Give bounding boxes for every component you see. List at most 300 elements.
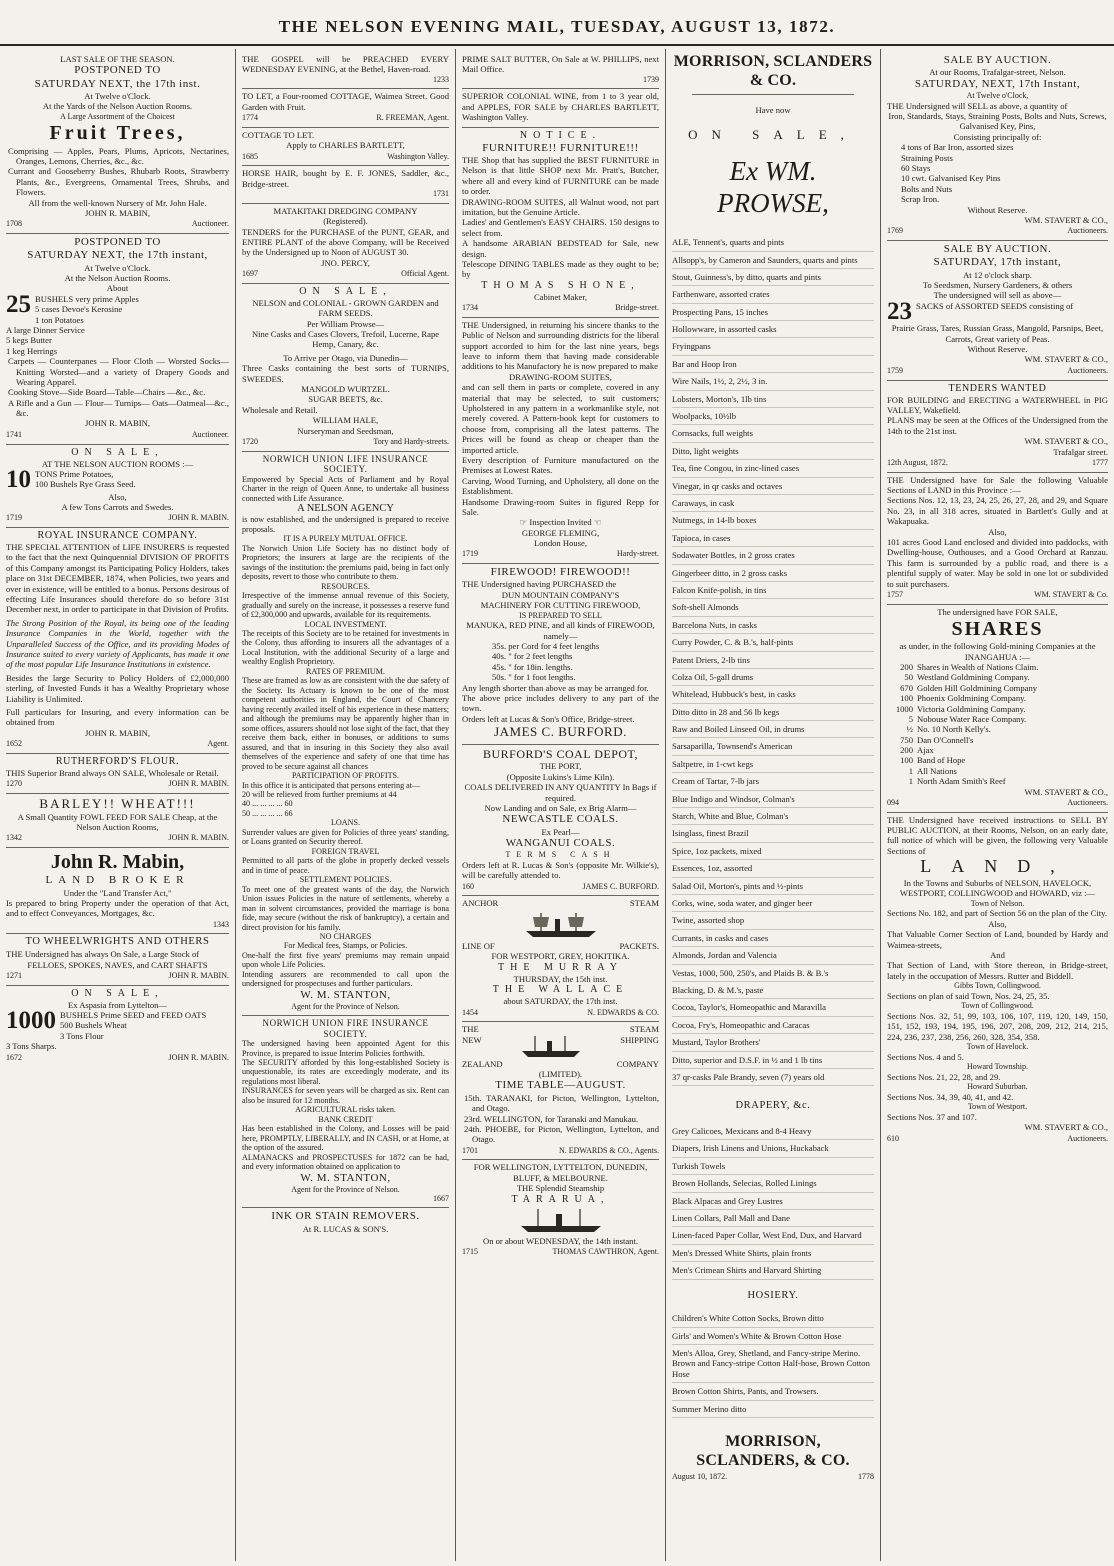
ad-line: At R. LUCAS & SON'S. bbox=[302, 1223, 389, 1234]
ad-line: The undersigned have FOR SALE, bbox=[937, 606, 1058, 617]
ad-text: Intending assurers are recommended to call upon the undersigned for prospectuses and further particulars. bbox=[242, 969, 449, 989]
ad-text: Sections Nos. 4 and 5. bbox=[887, 1051, 964, 1062]
drapery-list bbox=[672, 1123, 874, 1280]
ad-land-auction bbox=[887, 813, 1108, 1148]
town-heading: Town of Havelock. bbox=[966, 1042, 1029, 1052]
advertiser-name: JOHN R. MABIN, bbox=[85, 727, 150, 738]
ad-line: THE Splendid Steamship bbox=[516, 1183, 605, 1194]
ad-text: The SECURITY afforded by this long-established Society is unquestionable, its rates are exceedingly moderate, and its regulations most liberal. bbox=[242, 1058, 449, 1086]
ad-line: 4 tons of Bar Iron, assorted sizes bbox=[901, 142, 1014, 153]
ad-subheading: DUN MOUNTAIN COMPANY'S bbox=[501, 589, 620, 600]
ad-line: TERMS CASH bbox=[505, 850, 616, 860]
ad-text: THIS Superior Brand always ON SALE, Wholesale or Retail. bbox=[6, 767, 219, 778]
goods-item: Prospecting Pans, 15 inches bbox=[672, 304, 874, 321]
ad-subheading: THE WALLACE bbox=[492, 984, 629, 996]
pointing-hand-icon: ☜ bbox=[593, 517, 602, 528]
goods-item: Wire Nails, 1½, 2, 2½, 3 in. bbox=[672, 373, 874, 390]
ad-line: To Arrive per Otago, via Dunedin— bbox=[283, 352, 408, 363]
share-company: Dan O'Connell's bbox=[917, 734, 974, 745]
ad-heading: COTTAGE TO LET. bbox=[242, 129, 315, 140]
ad-cottage-bartlett bbox=[242, 128, 449, 166]
advertiser-name: WM. STAVERT & CO., bbox=[1024, 1122, 1108, 1133]
ad-number: 1719 bbox=[462, 549, 478, 559]
ad-text: The receipts of this Society are to be retained for investments in the Colony, thus affording to insurers all the advantages of a Local Institution, with the additional Security of a large and wealthy English Proprietory. bbox=[242, 629, 449, 667]
ad-seed-oats bbox=[6, 986, 229, 1067]
ad-furniture bbox=[462, 128, 659, 318]
goods-item: Mustard, Taylor Brothers' bbox=[672, 1034, 874, 1051]
advertiser-name: JNO. PERCY, bbox=[321, 257, 370, 268]
steamship-icon bbox=[521, 911, 601, 939]
ad-land-broker bbox=[6, 848, 229, 934]
ad-text: Ladies' and Gentlemen's EASY CHAIRS. 150 designs to select from. bbox=[462, 217, 659, 238]
ad-line: ZEALAND bbox=[462, 1058, 503, 1069]
ad-line: SATURDAY NEXT, the 17th inst. bbox=[34, 77, 201, 90]
ad-text: 15th. TARANAKI, for Picton, Wellington, Lyttelton, and Otago. bbox=[464, 1092, 659, 1114]
ad-line: STEAM bbox=[629, 1024, 659, 1035]
ad-line: LAST SALE OF THE SEASON. bbox=[60, 54, 175, 64]
hosiery-item: Brown Cotton Shirts, Pants, and Trowsers. bbox=[672, 1383, 874, 1400]
ad-text: Three Casks containing the best sorts of TURNIPS, SWEEDES. bbox=[242, 363, 449, 384]
share-company: Shares in Wealth of Nations Claim. bbox=[917, 661, 1039, 672]
drapery-item: Grey Calicoes, Mexicans and 8-4 Heavy bbox=[672, 1123, 874, 1140]
advertiser-name: JOHN R. MABIN. bbox=[168, 513, 229, 523]
ad-line: 20 will be relieved from further premiums at 44 bbox=[242, 789, 397, 799]
ad-line: TONS Prime Potatoes, bbox=[35, 469, 114, 480]
share-company: No. 10 North Kelly's. bbox=[917, 724, 991, 735]
goods-item: Spice, 1oz packets, mixed bbox=[672, 843, 874, 860]
goods-item: Curry Powder, C. & B.'s, half-pints bbox=[672, 634, 874, 651]
drapery-item: Men's Crimean Shirts and Harvard Shirting bbox=[672, 1262, 874, 1279]
ad-line: Trafalgar street. bbox=[1053, 446, 1108, 457]
goods-item: Ditto, superior and D.S.F. in ½ and 1 lb tins bbox=[672, 1052, 874, 1069]
share-company: Band of Hope bbox=[917, 755, 966, 766]
share-count: 5 bbox=[908, 713, 913, 724]
ad-line: At Twelve o'Clock, bbox=[966, 90, 1029, 100]
ad-number: 1697 bbox=[242, 269, 258, 279]
ad-text: Full particulars for Insuring, and every information can be obtained from bbox=[6, 706, 229, 728]
drapery-item: Diapers, Irish Linens and Unions, Huckaback bbox=[672, 1140, 874, 1157]
ad-barley-wheat bbox=[6, 794, 229, 848]
ad-text: Sections Nos. 32, 51, 99, 103, 106, 107, 119, 120, 149, 150, 151, 152, 193, 194, 195, 196, 207, 208, 209, 212, 214, 215, 224, 236, 237, 238, 256, 260, 328, 354, 358. bbox=[887, 1010, 1108, 1042]
ship-name: Ex WM. PROWSE, bbox=[717, 155, 829, 219]
ad-line: 5 kegs Butter bbox=[6, 335, 52, 346]
share-company: Phoenix Goldmining Company. bbox=[917, 693, 1027, 704]
ad-heading: SALE BY AUCTION. bbox=[943, 54, 1052, 66]
ad-text: and can sell them in parts or complete, covered in any material that may be selected, to suit customers; Upholstered in any pattern in a workmanlike style, not merely covered. A Pattern-book kept for customers to choose from, comprising all the latest patterns. The Prices will be found as cheap or cheaper than the imported article. bbox=[462, 382, 659, 455]
ad-anchor-line bbox=[462, 896, 659, 1022]
steamship-icon bbox=[519, 1035, 583, 1059]
goods-item: Lobsters, Morton's, 1lb tins bbox=[672, 391, 874, 408]
ad-line: SATURDAY, 17th instant, bbox=[933, 256, 1062, 269]
hosiery-heading: HOSIERY. bbox=[747, 1289, 799, 1301]
advertiser-name: W. M. STANTON, bbox=[300, 1171, 391, 1184]
goods-item: 37 qr-casks Pale Brandy, seven (7) years old bbox=[672, 1069, 874, 1086]
drapery-item: Linen-faced Paper Collar, West End, Dux, and Harvard bbox=[672, 1227, 874, 1244]
ad-text: FOR BUILDING and ERECTING a WATERWHEEL in PIG VALLEY, Wakefield. bbox=[887, 394, 1108, 415]
column-4 bbox=[665, 49, 880, 1561]
ad-line: Scrap Iron. bbox=[901, 194, 940, 205]
advertiser-name: JOHN R. MABIN. bbox=[168, 779, 229, 789]
column-5 bbox=[880, 49, 1114, 1561]
ad-text: Sections Nos. 12, 13, 23, 24, 25, 26, 27, 28, and 29, and Square No. 23, in all 318 acres, situated in Bartlett's Gully and at Wakapuaka. bbox=[887, 495, 1108, 527]
ad-text: Telescope DINING TABLES made as they ought to be; by bbox=[462, 258, 659, 280]
ad-colonial-wine bbox=[462, 89, 659, 127]
goods-item: Barcelona Nuts, in casks bbox=[672, 617, 874, 634]
drapery-heading: DRAPERY, &c. bbox=[735, 1100, 811, 1112]
ad-number: 1778 bbox=[858, 1471, 874, 1481]
ad-subheading: WANGANUI COALS. bbox=[505, 837, 616, 850]
goods-item: Cornsacks, full weights bbox=[672, 425, 874, 442]
drapery-item: Black Alpacas and Grey Lustres bbox=[672, 1193, 874, 1210]
goods-item: Sodawater Bottles, in 2 gross crates bbox=[672, 547, 874, 564]
ad-text: The Norwich Union Life Society has no distinct body of Proprietors; the insurers at large are the recipients of the savings of the institution: the premiums paid, being in fact only deposits, revert to those who contribute to them. bbox=[242, 543, 449, 582]
share-count: 200 bbox=[900, 661, 913, 672]
ad-text: TO LET, a Four-roomed COTTAGE, Waimea Street. Good Garden with Fruit. bbox=[242, 91, 449, 112]
ad-line: SHIPPING bbox=[620, 1034, 659, 1045]
advertiser-role: Agent for the Province of Nelson. bbox=[291, 1184, 400, 1194]
ad-subheading: TARARUA, bbox=[511, 1193, 610, 1205]
quantity-numeral: 25 bbox=[6, 293, 31, 318]
advertiser-name: GEORGE FLEMING, bbox=[521, 527, 600, 538]
goods-item: Currants, in casks and cases bbox=[672, 930, 874, 947]
advertiser-name: WILLIAM HALE, bbox=[312, 415, 379, 426]
goods-item: Vinegar, in qr casks and octaves bbox=[672, 478, 874, 495]
ad-line: BUSHELS Prime SEED and FEED OATS bbox=[60, 1010, 207, 1021]
advertiser-name: JOHN R. MABIN, bbox=[85, 418, 150, 429]
ad-text: Handsome Drawing-room Suites in figured Repp for Sale. bbox=[462, 496, 659, 517]
ad-line: 500 Bushels Wheat bbox=[60, 1020, 127, 1031]
advertiser-name: Washington Valley. bbox=[387, 151, 449, 161]
ad-number: 1270 bbox=[6, 779, 22, 789]
goods-item: Allsopp's, by Cameron and Saunders, quarts and pints bbox=[672, 252, 874, 269]
ad-heading: FIREWOOD! FIREWOOD!! bbox=[490, 566, 631, 579]
ad-line: (LIMITED). bbox=[538, 1069, 583, 1080]
ad-heading: TO WHEELWRIGHTS AND OTHERS bbox=[25, 936, 210, 948]
hosiery-item: Girls' and Women's White & Brown Cotton Hose bbox=[672, 1328, 874, 1345]
ad-text: THE Shop that has supplied the BEST FURNITURE in Nelson is that little SHOP next Mr. Pratt's, Butcher, where all and every kind of FURNITURE can be made to order. bbox=[462, 155, 659, 197]
ad-text: Any length shorter than above as may be arranged for. bbox=[462, 682, 649, 693]
advertiser-role: Official Agent. bbox=[401, 269, 449, 279]
advertiser-name: JOHN R. MABIN. bbox=[168, 1052, 229, 1062]
ad-line: THURSDAY, the 15th inst. bbox=[513, 973, 608, 984]
ad-gospel bbox=[242, 52, 449, 89]
ad-land-sections bbox=[887, 473, 1108, 605]
ad-text: THE GOSPEL will be PREACHED EVERY WEDNESDAY EVENING, at the Bethel, Haven-road. bbox=[242, 54, 449, 75]
ad-text: THE Undersigned having PURCHASED the bbox=[462, 579, 617, 590]
ad-subheading: A NELSON AGENCY bbox=[297, 503, 394, 515]
advertiser-role: Auctioneers. bbox=[1067, 798, 1108, 808]
ad-line: Also, bbox=[108, 491, 127, 502]
ad-line: POSTPONED TO bbox=[74, 236, 161, 249]
ad-wheelwrights bbox=[6, 934, 229, 985]
shares-row bbox=[887, 755, 1108, 765]
share-count: 50 bbox=[904, 672, 913, 683]
hosiery-item: Summer Merino ditto bbox=[672, 1401, 874, 1418]
advertiser-role: Tory and Hardy-streets. bbox=[373, 437, 449, 446]
share-count: ½ bbox=[906, 724, 913, 735]
ad-salt-butter bbox=[462, 52, 659, 89]
column-2 bbox=[235, 49, 455, 1561]
ad-number: 1342 bbox=[6, 833, 22, 843]
ad-line: as under, in the following Gold-mining Companies at the INANGAHUA :— bbox=[899, 641, 1096, 662]
ad-number: 1731 bbox=[433, 189, 449, 199]
ad-norwich-life bbox=[242, 452, 449, 1016]
ad-line: A large Dinner Service bbox=[6, 324, 85, 335]
shares-row bbox=[887, 776, 1108, 786]
ad-coal-depot bbox=[462, 745, 659, 897]
goods-item: Blacking, D. & M.'s, paste bbox=[672, 982, 874, 999]
goods-item: Gingerbeer ditto, in 2 gross casks bbox=[672, 565, 874, 582]
ad-number: 160 bbox=[462, 881, 474, 891]
ad-subheading: NEWCASTLE COALS. bbox=[502, 813, 619, 826]
goods-item: Stout, Guinness's, by ditto, quarts and pints bbox=[672, 269, 874, 286]
ad-line: Per William Prowse— bbox=[306, 318, 385, 329]
ad-number: 1685 bbox=[242, 151, 258, 161]
ad-line: London House, bbox=[534, 538, 587, 549]
ad-fruit-trees bbox=[6, 52, 229, 234]
ad-text: Cooking Stove—Side Board—Table—Chairs —&c., &c. bbox=[8, 387, 206, 398]
ad-number: 1774 bbox=[242, 113, 258, 123]
ad-text: That Valuable Corner Section of Land, bounded by Hardy and Waimea-streets, bbox=[887, 929, 1108, 950]
goods-item: Woolpacks, 10½lb bbox=[672, 408, 874, 425]
ad-heading: BARLEY!! WHEAT!!! bbox=[39, 795, 196, 811]
goods-item: Starch, White and Blue, Colman's bbox=[672, 808, 874, 825]
ad-number: 1708 bbox=[6, 219, 22, 229]
ad-heading: BURFORD'S COAL DEPOT, bbox=[482, 746, 638, 761]
steamship-icon bbox=[516, 1208, 606, 1234]
advertiser-name: WM. STAVERT & Co. bbox=[1034, 589, 1108, 599]
ad-line: And bbox=[990, 950, 1005, 961]
ad-text: Orders left at R. Lucas & Son's (opposite Mr. Wilkie's), will be carefully attended to. bbox=[462, 860, 659, 881]
ad-line: About bbox=[106, 283, 129, 294]
ad-line: 50 ... ... ... ... 66 bbox=[242, 808, 293, 818]
pointing-hand-icon: ☞ bbox=[519, 517, 528, 528]
advertiser-role: Auctioneers. bbox=[1067, 1133, 1108, 1143]
ad-number: 1233 bbox=[433, 74, 449, 84]
ad-text: THE Undersigned have received instructions to SELL BY PUBLIC AUCTION, at their Rooms, Nelson, on an early date, full notice of which will be given, the following very Valuable Sections of bbox=[887, 814, 1108, 856]
ad-text: THE Undersigned have for Sale the following Valuable Sections of LAND in this Province :— bbox=[887, 474, 1108, 496]
ad-line: SUGAR BEETS, &c. bbox=[308, 394, 383, 405]
shares-row bbox=[887, 704, 1108, 714]
ad-text: Permitted to all parts of the globe in properly decked vessels and in time of peace. bbox=[242, 856, 449, 875]
ad-heading: NORWICH UNION LIFE INSURANCE SOCIETY. bbox=[262, 453, 429, 475]
goods-item: ALE, Tennent's, quarts and pints bbox=[672, 234, 874, 251]
ad-text: 101 acres Good Land enclosed and divided into paddocks, with Dwelling-house, Outhouses, and a Good Orchard at Ranzau. This farm is surrounded by a public road, and there is a plentiful supply of water. May be sold in one lot or subdivided to suit purchasers. bbox=[887, 536, 1108, 589]
ad-text: The Strong Position of the Royal, its being one of the leading Insurance Companies in the World, together with the Unparalleled Success of the Office, and its providing Modes of Insurance suited to every variety of Applicants, has made it one of the most popular Life Insurance Institutions in existence. bbox=[6, 617, 229, 670]
ad-line: 40 ... ... ... ... 60 bbox=[242, 799, 293, 809]
ad-line: MANGOLD WURTZEL. bbox=[301, 384, 390, 395]
advertiser-name: THOMAS CAWTHRON, Agent. bbox=[552, 1247, 659, 1257]
ad-number: 1769 bbox=[887, 226, 903, 236]
advertiser-role: Agent. bbox=[207, 739, 229, 749]
goods-item: Ditto ditto in 28 and 56 lb kegs bbox=[672, 704, 874, 721]
ad-line: Nurseryman and Seedsman, bbox=[297, 425, 394, 436]
ad-text: THE SPECIAL ATTENTION of LIFE INSURERS is requested to the fact that the next Quinquennial DIVISION OF PROFITS of this Company amongst its Participating Policy Holders, takes place on 31st DECEMBER, 1874, when Policies, two years and over in existence, will be entitled to a bonus. Persons desirous of effecting Life Insurances should therefore do so before 31st December next, in order to participate in that Division of Profits. bbox=[6, 542, 229, 615]
goods-item: Cocoa, Taylor's, Homeopathic and Maravilla bbox=[672, 999, 874, 1016]
ad-subheading: RESOURCES. bbox=[321, 581, 370, 591]
ad-subheading: FURNITURE!! FURNITURE!!! bbox=[482, 141, 639, 154]
goods-item: Hollowware, in assorted casks bbox=[672, 321, 874, 338]
share-count: 200 bbox=[900, 745, 913, 756]
ad-text: Besides the large Security to Policy Holders of £2,000,000 sterling, of Invested Funds it has a Wealthy Proprietary whose Liability is Unlimited. bbox=[6, 672, 229, 704]
ad-number: 1734 bbox=[462, 303, 478, 313]
advertiser-role: Hardy-street. bbox=[617, 549, 659, 559]
goods-item: Ditto, light weights bbox=[672, 443, 874, 460]
advertiser-name: WM. STAVERT & CO., bbox=[1024, 354, 1108, 365]
ad-text: All from the well-known Nursery of Mr. John Hale. bbox=[28, 197, 207, 208]
ad-dredging-company bbox=[242, 204, 449, 284]
ad-heading: Fruit Trees, bbox=[49, 122, 186, 145]
goods-item: Colza Oil, 5-gall drums bbox=[672, 669, 874, 686]
ad-number: 1759 bbox=[887, 365, 903, 375]
ad-text: DRAWING-ROOM SUITES, all Walnut wood, not part imitation, but the Genuine Article. bbox=[462, 196, 659, 217]
ad-line: IS PREPARED TO SELL bbox=[519, 610, 602, 620]
ad-text: Sections Nos. 37 and 107. bbox=[887, 1111, 977, 1122]
advertiser-role: Auctioneers. bbox=[1067, 365, 1108, 375]
ad-text: Sections No. 182, and part of Section 56 on the plan of the City. bbox=[887, 908, 1107, 919]
ad-text: Surrender values are given for Policies of three years' standing, or Loans granted on Security thereof. bbox=[242, 827, 449, 847]
ad-subheading: DRAWING-ROOM SUITES, bbox=[509, 371, 612, 382]
shares-row bbox=[887, 745, 1108, 755]
ad-line: STEAM bbox=[629, 898, 659, 909]
ad-text: A Small Quantity FOWL FEED FOR SALE Cheap, at the Nelson Auction Rooms, bbox=[17, 811, 218, 833]
ad-rye-grass bbox=[6, 445, 229, 528]
ad-cottage-waimea bbox=[242, 89, 449, 127]
ad-text: PRIME SALT BUTTER, On Sale at W. PHILLIPS, next Mail Office. bbox=[462, 54, 659, 75]
ad-text: Is prepared to bring Property under the operation of that Act, and to effect Conveyances, Mortgages, &c. bbox=[6, 897, 229, 919]
column-3 bbox=[455, 49, 665, 1561]
shares-row bbox=[887, 662, 1108, 672]
ad-subheading: TIME TABLE—AUGUST. bbox=[495, 1079, 626, 1092]
hosiery-item: Children's White Cotton Socks, Brown ditto bbox=[672, 1310, 874, 1327]
ad-number: 1701 bbox=[462, 1145, 478, 1155]
ad-subheading: IT IS A PURELY MUTUAL OFFICE. bbox=[283, 534, 408, 544]
ad-line: FOR WESTPORT, GREY, HOKITIKA. bbox=[491, 951, 630, 962]
ad-text: ALMANACKS and PROSPECTUSES for 1872 can be had, and every information obtained on application to bbox=[242, 1152, 449, 1172]
shares-list bbox=[887, 662, 1108, 787]
ad-line: SATURDAY NEXT, the 17th instant, bbox=[27, 249, 208, 262]
ad-line: At our Rooms, Trafalgar-street, Nelson. bbox=[929, 67, 1066, 78]
merchant-brand: MORRISON, SCLANDERS & CO. bbox=[673, 53, 873, 90]
ad-royal-insurance bbox=[6, 528, 229, 754]
ad-heading: NOTICE. bbox=[519, 129, 602, 141]
share-count: 100 bbox=[900, 755, 913, 766]
goods-item: Blue Indigo and Windsor, Colman's bbox=[672, 791, 874, 808]
shares-row bbox=[887, 724, 1108, 734]
ad-heading: RUTHERFORD'S FLOUR. bbox=[55, 755, 180, 767]
ad-line: AT THE NELSON AUCTION ROOMS :— bbox=[41, 458, 194, 469]
quantity-numeral: 10 bbox=[6, 469, 31, 492]
ad-line: SACKS of ASSORTED SEEDS consisting of bbox=[916, 300, 1074, 311]
town-heading: Gibbs Town, Collingwood. bbox=[954, 981, 1041, 991]
share-count: 1 bbox=[908, 765, 913, 776]
advertiser-role: Auctioneers. bbox=[1067, 226, 1108, 236]
advertiser-name: JOHN R. MABIN, bbox=[85, 207, 150, 218]
ad-text: Irrespective of the immense annual revenue of this Society, gradually and surely on the increase, it possesses a reserve fund of £2,300,000 and upwards, available for its requirements. bbox=[242, 591, 449, 620]
ad-text: That Section of Land, with Store thereon, in Bridge-street, lately in the occupation of Messrs. Rutter and Biddell. bbox=[887, 960, 1108, 981]
goods-item: Salad Oil, Morton's, pints and ½-pints bbox=[672, 878, 874, 895]
advertiser-name: WM. STAVERT & CO., bbox=[1024, 436, 1108, 447]
ad-text: TENDERS for the PURCHASE of the PUNT, GEAR, and ENTIRE PLANT of the above Company, will be Received by the Undersigned up to Noon of AUGUST 30. bbox=[242, 226, 449, 258]
ad-line: To Seedsmen, Nursery Gardeners, & others bbox=[922, 280, 1073, 290]
share-company: Golden Hill Goldmining Company bbox=[917, 682, 1038, 693]
ad-line: A Large Assortment of the Choicest bbox=[60, 111, 175, 121]
drapery-item: Turkish Towels bbox=[672, 1158, 874, 1175]
ad-number: 1719 bbox=[6, 513, 22, 523]
ad-subheading: PARTICIPATION OF PROFITS. bbox=[291, 771, 400, 781]
ad-text: Carving, Wood Turning, and Upholstery, all done on the Establishment. bbox=[462, 475, 659, 497]
ad-text: Comprising — Apples, Pears, Plums, Apricots, Nectarines, Oranges, Lemons, Cherries, &c., &c. bbox=[8, 145, 229, 167]
ad-line: 5 cases Devoe's Kerosine bbox=[35, 304, 123, 315]
ad-line: 3 Tons Sharps. bbox=[6, 1041, 57, 1052]
ad-line: PACKETS. bbox=[619, 940, 659, 951]
share-count: 100 bbox=[900, 693, 913, 704]
ad-line: Straining Posts bbox=[901, 152, 953, 163]
ad-text: The above price includes delivery to any part of the town. bbox=[462, 693, 659, 714]
goods-item: Caraways, in cask bbox=[672, 495, 874, 512]
share-company: All Nations bbox=[917, 765, 957, 776]
goods-item: Tea, fine Congou, in zinc-lined cases bbox=[672, 460, 874, 477]
ad-line: 1 ton Potatoes bbox=[35, 314, 84, 325]
ad-number: 1720 bbox=[242, 437, 258, 446]
town-heading: Town of Collingwood. bbox=[961, 1001, 1034, 1011]
ad-text: Every description of Furniture manufactured on the Premises at Lowest Rates. bbox=[462, 454, 659, 476]
ad-line: Consisting principally of: bbox=[953, 131, 1042, 142]
advertiser-name: WM. STAVERT & CO., bbox=[1024, 214, 1108, 225]
ad-text: One-half the first five years' premiums may remain unpaid upon whole Life Policies. bbox=[242, 950, 449, 970]
ad-line: 10 cwt. Galvanised Key Pins bbox=[901, 173, 1001, 184]
ad-iron-auction bbox=[887, 52, 1108, 241]
ad-line: At Twelve o'Clock. bbox=[84, 262, 151, 273]
ad-line: Ex Aspasia from Lyttelton— bbox=[67, 999, 168, 1010]
ad-text: 24th. PHOEBE, for Picton, Wellington, Lyttelton, and Otago. bbox=[464, 1123, 659, 1145]
hosiery-item: Men's Alloa, Grey, Shetland, and Fancy-stripe Merino. Brown and Fancy-stripe Cotton Half-hose, Brown Cotton Hose bbox=[672, 1345, 874, 1383]
ad-number: 1652 bbox=[6, 739, 22, 749]
ad-line: AGRICULTURAL risks taken. bbox=[295, 1105, 396, 1115]
ad-line: LAND BROKER bbox=[45, 874, 190, 887]
ad-norwich-fire bbox=[242, 1016, 449, 1208]
ad-text: Nine Casks and Cases Clovers, Trefoil, Lucerne, Rape Hemp, Canary, &c. bbox=[251, 329, 440, 350]
ad-line: Without Reserve. bbox=[967, 204, 1028, 215]
goods-item: Falcon Knife-polish, in tins bbox=[672, 582, 874, 599]
ad-line: At the Yards of the Nelson Auction Rooms. bbox=[42, 101, 193, 112]
ad-number: 1672 bbox=[6, 1052, 22, 1062]
ad-line: Bolts and Nuts bbox=[901, 183, 953, 194]
ad-number: 1777 bbox=[1092, 457, 1108, 467]
ad-line: THE bbox=[462, 1024, 479, 1035]
ad-line: Have now bbox=[755, 104, 791, 115]
ad-number: 1757 bbox=[887, 589, 903, 599]
ad-line: 45s. " for 18in. lengths. bbox=[492, 661, 573, 672]
ad-subheading: FOREIGN TRAVEL bbox=[311, 846, 380, 856]
ad-heading: NORWICH UNION FIRE INSURANCE SOCIETY. bbox=[262, 1018, 429, 1039]
advertiser-name: JAMES C. BURFORD. bbox=[494, 724, 627, 740]
ad-heading: MATAKITAKI DREDGING COMPANY bbox=[273, 205, 418, 216]
ad-text: THE Undersigned, in returning his sincere thanks to the Public of Nelson and surrounding districts for the liberal support accorded to him for the last nine years, begs leave to inform them that having made considerable additions to his Manufactory he is now prepared to make bbox=[462, 319, 659, 372]
shares-row bbox=[887, 714, 1108, 724]
ad-line: LINE OF bbox=[462, 940, 495, 951]
quantity-numeral: 23 bbox=[887, 300, 912, 324]
ad-text: These are framed as low as are consistent with the due safety of the Society. Its Actuary is known to be one of the most competent authorities in England, the Court of Chancery having recently availed itself of his experience in these matters; and although the premiums may be apparently higher than in some offices, assurers should not lose sight of the fact, that they receive them back, either in bonuses, or additions to sums assured, and that in insuring in this Society they also avail themselves of the experience and safety of one that time has proved to be secure against all chances bbox=[242, 676, 449, 771]
ad-line: Also, bbox=[988, 918, 1007, 929]
ad-line: SATURDAY, NEXT, 17th Instant, bbox=[914, 77, 1081, 90]
ad-line: Ex Pearl— bbox=[541, 826, 580, 837]
ad-line: 100 Bushels Rye Grass Seed. bbox=[35, 479, 136, 490]
ad-text: Empowered by Special Acts of Parliament and by Royal Charter in the reign of Queen Anne, to undertake all business connected with Life Assurance. bbox=[242, 474, 449, 503]
advertiser-name: N. EDWARDS & CO., Agents. bbox=[558, 1145, 659, 1155]
drapery-item: Linen Collars, Pall Mall and Dane bbox=[672, 1210, 874, 1227]
ad-text: Sections on plan of said Town, Nos. 24, 25, 35. bbox=[887, 990, 1050, 1001]
